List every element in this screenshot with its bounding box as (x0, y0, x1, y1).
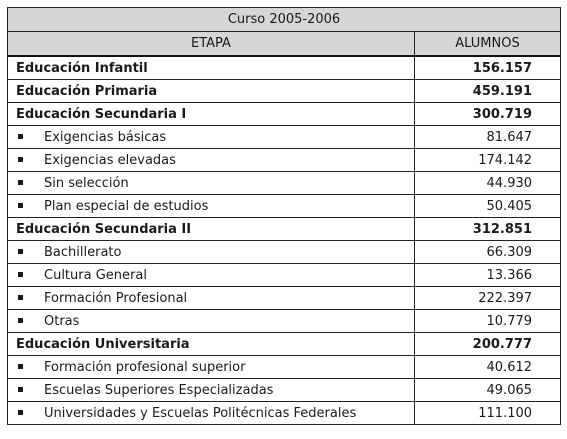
students-count: 300.719 (415, 103, 561, 126)
header-row (8, 32, 561, 57)
students-count: 13.366 (415, 264, 561, 287)
row-label: Cultura General (44, 267, 147, 283)
students-count: 111.100 (415, 402, 561, 425)
students-count: 40.612 (415, 356, 561, 379)
caption-row (8, 8, 561, 32)
students-count: 44.930 (415, 172, 561, 195)
substage-row (8, 195, 561, 218)
students-count: 312.851 (415, 218, 561, 241)
substage-row (8, 379, 561, 402)
students-count: 66.309 (415, 241, 561, 264)
stage-label-cell (8, 80, 415, 103)
substage-label-cell (8, 402, 415, 425)
substage-row (8, 356, 561, 379)
bullet-icon (18, 410, 23, 415)
students-count: 50.405 (415, 195, 561, 218)
bullet-icon (18, 387, 23, 392)
row-label: Educación Secundaria II (16, 221, 192, 237)
stage-row (8, 218, 561, 241)
stage-label-cell (8, 103, 415, 126)
substage-label-cell (8, 356, 415, 379)
substage-label-cell (8, 172, 415, 195)
stage-row (8, 103, 561, 126)
stage-label-cell (8, 218, 415, 241)
students-count: 10.779 (415, 310, 561, 333)
substage-row (8, 241, 561, 264)
students-count: 156.157 (415, 56, 561, 80)
substage-row (8, 310, 561, 333)
stage-row (8, 56, 561, 80)
row-label: Plan especial de estudios (44, 198, 209, 214)
substage-row (8, 402, 561, 425)
row-label: Escuelas Superiores Especializadas (44, 382, 274, 398)
row-label: Educación Universitaria (16, 336, 190, 352)
substage-label-cell (8, 195, 415, 218)
row-label: Educación Infantil (16, 60, 148, 76)
students-table-container (7, 7, 560, 425)
header-alumnos: ALUMNOS (415, 32, 561, 57)
table-caption: Curso 2005-2006 (8, 8, 561, 32)
row-label: Educación Primaria (16, 83, 158, 99)
substage-label-cell (8, 126, 415, 149)
row-label: Formación Profesional (44, 290, 188, 306)
bullet-icon (18, 203, 23, 208)
row-label: Sin selección (44, 175, 129, 191)
students-count: 174.142 (415, 149, 561, 172)
bullet-icon (18, 295, 23, 300)
substage-row (8, 264, 561, 287)
bullet-icon (18, 157, 23, 162)
substage-row (8, 149, 561, 172)
substage-label-cell (8, 241, 415, 264)
stage-label-cell (8, 333, 415, 356)
row-label: Exigencias básicas (44, 129, 167, 145)
students-count: 81.647 (415, 126, 561, 149)
bullet-icon (18, 134, 23, 139)
students-count: 459.191 (415, 80, 561, 103)
row-label: Exigencias elevadas (44, 152, 176, 168)
bullet-icon (18, 180, 23, 185)
bullet-icon (18, 318, 23, 323)
row-label: Bachillerato (44, 244, 122, 260)
stage-row (8, 80, 561, 103)
header-etapa: ETAPA (8, 32, 415, 57)
substage-label-cell (8, 287, 415, 310)
substage-row (8, 126, 561, 149)
students-count: 222.397 (415, 287, 561, 310)
substage-label-cell (8, 310, 415, 333)
row-label: Otras (44, 313, 80, 329)
stage-row (8, 333, 561, 356)
stage-label-cell (8, 56, 415, 80)
substage-label-cell (8, 264, 415, 287)
row-label: Universidades y Escuelas Politécnicas Federales (44, 405, 357, 421)
students-count: 200.777 (415, 333, 561, 356)
students-table (7, 7, 561, 425)
row-label: Educación Secundaria I (16, 106, 187, 122)
substage-label-cell (8, 379, 415, 402)
students-count: 49.065 (415, 379, 561, 402)
row-label: Formación profesional superior (44, 359, 246, 375)
substage-row (8, 287, 561, 310)
substage-row (8, 172, 561, 195)
bullet-icon (18, 249, 23, 254)
substage-label-cell (8, 149, 415, 172)
bullet-icon (18, 272, 23, 277)
bullet-icon (18, 364, 23, 369)
